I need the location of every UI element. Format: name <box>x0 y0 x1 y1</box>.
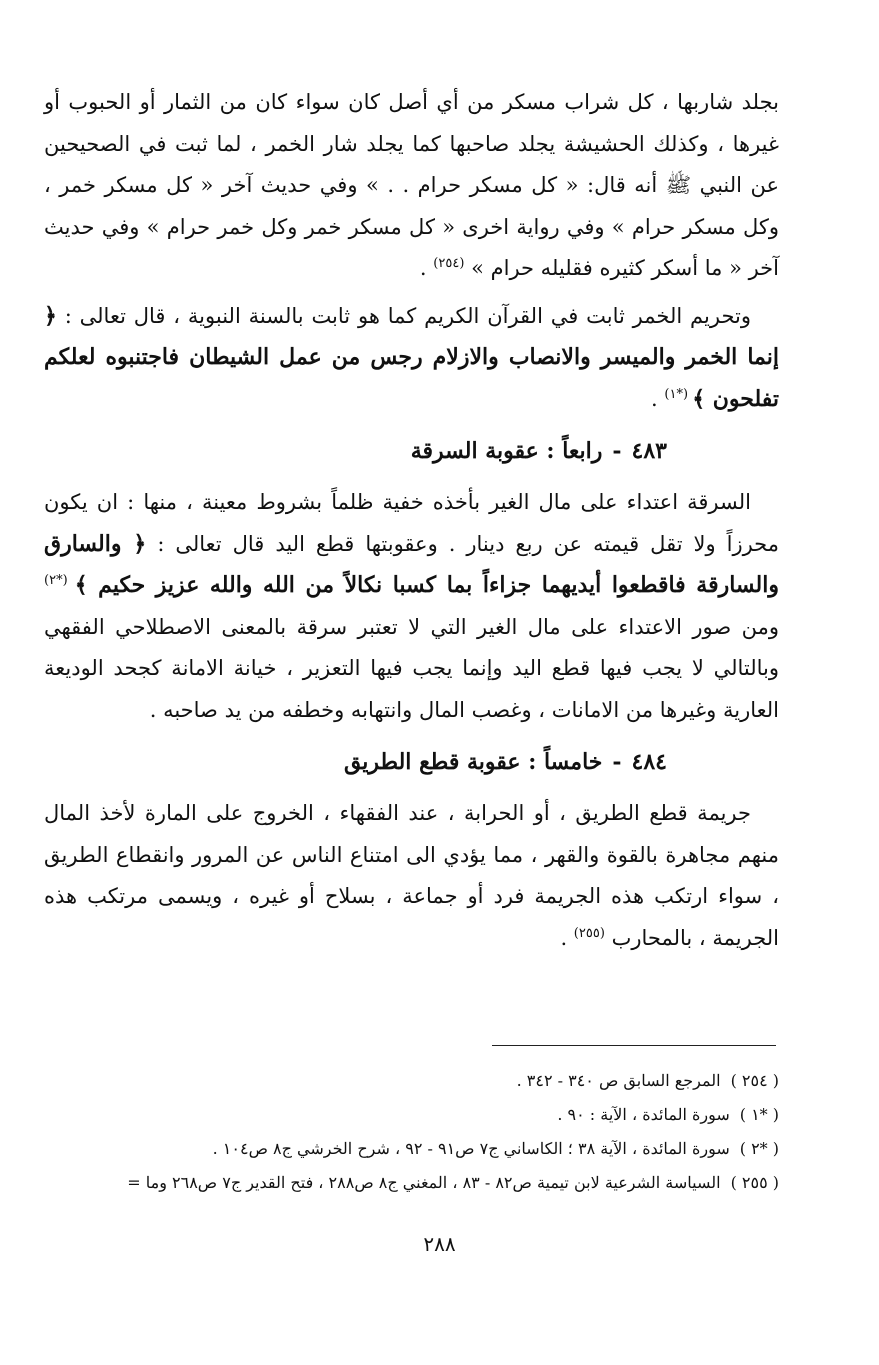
paragraph <box>44 793 779 959</box>
section-dash: - <box>612 438 622 464</box>
footnote-number: ( *١ ) <box>739 1105 779 1124</box>
quran-verse: ﴿ والسارق والسارقة فاقطعوا أيديهما جزاءاً بما كسبا نكالاً من الله والله عزيز حكيم ﴾ <box>44 530 779 598</box>
footnote-text: سورة المائدة ، الآية ٣٨ ؛ الكاساني ج٧ ص٩١ - ٩٢ ، شرح الخرشي ج٨ ص١٠٤ . <box>212 1139 730 1158</box>
paragraph-text: السرقة اعتداء على مال الغير بأخذه خفية ظلماً بشروط معينة ، منها : ان يكون محرزاً ولا تقل قيمته عن ربع دينار . وعقوبتها قطع اليد قال تعالى : <box>44 490 779 556</box>
footnote-text: سورة المائدة ، الآية : ٩٠ . <box>557 1105 730 1124</box>
paragraph <box>44 482 779 731</box>
paragraph-text: بجلد شاربها ، كل شراب مسكر من أي أصل كان سواء كان من الثمار أو الحبوب أو غيرها ، وكذلك الحشيشة يجلد صاحبها كما يجلد شار الخمر ، لما ثبت في الصحيحين عن النبي ﷺ أنه قال: « كل مسكر حرام . . » وفي حديث آخر « كل مسكر خمر ، وكل مسكر حرام » وفي رواية اخرى « كل مسكر خمر وكل خمر حرام » وفي حديث آخر « ما أسكر كثيره فقليله حرام » <box>44 90 779 280</box>
footnote-number: ( ٢٥٥ ) <box>730 1173 779 1192</box>
footnote <box>28 1169 779 1196</box>
section-number: ٤٨٤ <box>631 749 667 775</box>
footnote <box>28 1135 779 1162</box>
paragraph <box>44 82 779 290</box>
paragraph <box>44 296 779 421</box>
section-dash: - <box>612 749 622 775</box>
paragraph-end: . <box>560 925 574 950</box>
section-number: ٤٨٣ <box>631 438 667 464</box>
page-body <box>44 82 779 959</box>
section-title: رابعاً : عقوبة السرقة <box>410 438 603 464</box>
footnote-number: ( *٢ ) <box>739 1139 779 1158</box>
page-number: ٢٨٨ <box>423 1232 456 1256</box>
footnote-ref: (*٢) <box>44 573 75 588</box>
paragraph-text: ومن صور الاعتداء على مال الغير التي لا تعتبر سرقة بالمعنى الاصطلاحي الفقهي وبالتالي لا يجب فيها قطع اليد وإنما يجب فيها التعزير ، خيانة الامانة كجحد الوديعة العارية وغيرها من الامانات ، وغصب المال وانتهابه وخطفه من يد صاحبه . <box>44 614 779 722</box>
footnote <box>28 1067 779 1094</box>
paragraph-end: . <box>419 256 434 280</box>
footnotes <box>28 1067 779 1196</box>
footnote-text: السياسة الشرعية لابن تيمية ص٨٢ - ٨٣ ، المغني ج٨ ص٢٨٨ ، فتح القدير ج٧ ص٢٦٨ وما = <box>127 1173 721 1192</box>
footnote-divider <box>492 1045 776 1046</box>
paragraph-text: جريمة قطع الطريق ، أو الحرابة ، عند الفقهاء ، الخروج على المارة لأخذ المال منهم مجاهرة بالقوة والقهر ، مما يؤدي الى امتناع الناس عن المرور وانقطاع الطريق ، سواء ارتكب هذه الجريمة فرد أو جماعة ، بسلاح أو غيره ، ويسمى مرتكب هذه الجريمة ، بالمحارب <box>44 801 779 950</box>
section-heading-483 <box>44 434 779 468</box>
section-heading-484 <box>44 745 779 779</box>
footnote <box>28 1101 779 1128</box>
footnote-number: ( ٢٥٤ ) <box>730 1071 779 1090</box>
footnote-text: المرجع السابق ص ٣٤٠ - ٣٤٢ . <box>516 1071 721 1090</box>
quran-verse: ﴿ إنما الخمر والميسر والانصاب والازلام رجس من عمل الشيطان فاجتنبوه لعلكم تفلحون ﴾ <box>44 302 779 412</box>
footnote-ref: (*١) <box>664 386 693 402</box>
paragraph-text: وتحريم الخمر ثابت في القرآن الكريم كما هو ثابت بالسنة النبوية ، قال تعالى : <box>56 303 751 328</box>
footnote-ref: (٢٥٤) <box>433 256 465 271</box>
section-title: خامساً : عقوبة قطع الطريق <box>343 749 603 775</box>
footnote-ref: (٢٥٥) <box>573 925 605 941</box>
paragraph-end: . <box>651 386 665 411</box>
